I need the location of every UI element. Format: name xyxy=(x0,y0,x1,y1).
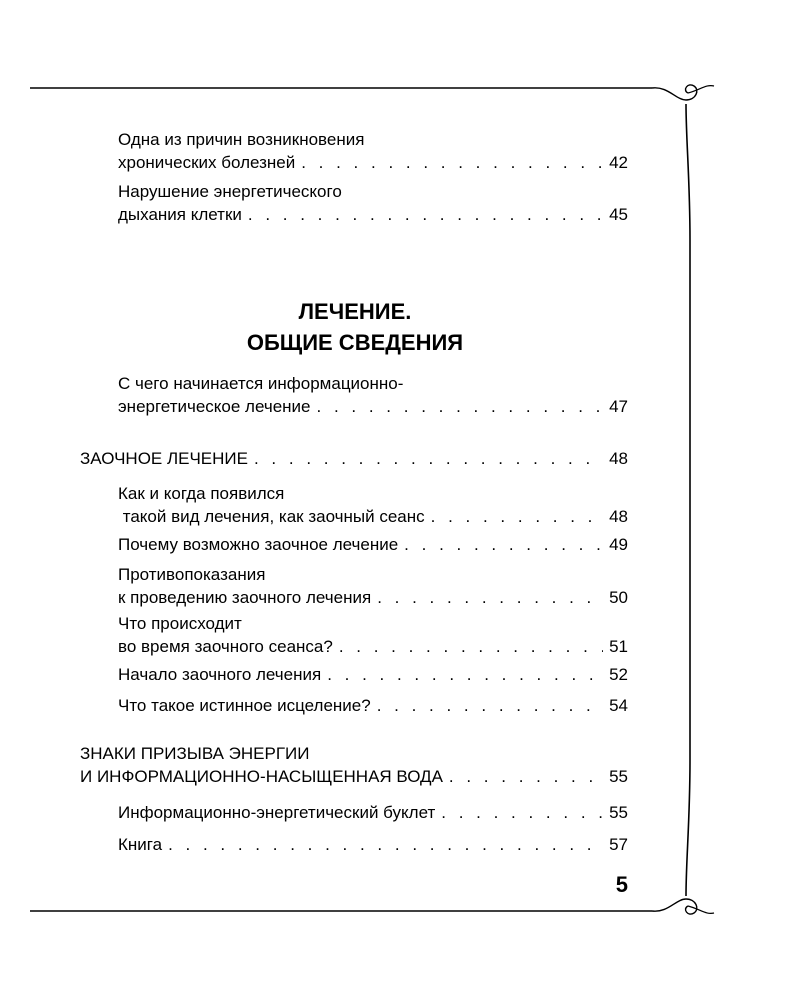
leader-dots xyxy=(431,505,603,528)
leader-dots xyxy=(339,635,603,658)
page-number: 5 xyxy=(615,872,628,897)
toc-entry xyxy=(118,663,628,686)
toc-entry-line1: Как и когда появился xyxy=(118,484,285,503)
toc-entry-title: Информационно-энергетический буклет xyxy=(118,803,436,822)
leader-dots xyxy=(254,447,603,470)
toc-entry xyxy=(118,694,628,717)
toc-entry-line1: Противопоказания xyxy=(118,565,266,584)
toc-page-number: 55 xyxy=(609,803,628,822)
toc-entry xyxy=(118,482,628,528)
toc-entry-line1: С чего начинается информационно- xyxy=(118,374,404,393)
toc-entry-title: такой вид лечения, как заочный сеанс xyxy=(118,507,425,526)
toc-page-number: 54 xyxy=(609,696,628,715)
leader-dots xyxy=(377,586,603,609)
toc-entry-title: Книга xyxy=(118,835,163,854)
toc-page-number: 49 xyxy=(609,535,628,554)
toc-entry-title: к проведению заочного лечения xyxy=(118,588,372,607)
toc-chapter-title: И ИНФОРМАЦИОННО-НАСЫЩЕННАЯ ВОДА xyxy=(80,767,443,786)
toc-entry-title: хронических болезней xyxy=(118,153,296,172)
toc-entry xyxy=(118,833,628,856)
toc-chapter-line1: ЗНАКИ ПРИЗЫВА ЭНЕРГИИ xyxy=(80,744,310,763)
toc-entry-title: дыхания клетки xyxy=(118,205,242,224)
toc-entry-title: Почему возможно заочное лечение xyxy=(118,535,399,554)
toc-page-number: 45 xyxy=(609,205,628,224)
toc-chapter-title: ЗАОЧНОЕ ЛЕЧЕНИЕ xyxy=(80,449,248,468)
toc-page-number: 55 xyxy=(609,767,628,786)
leader-dots xyxy=(168,833,603,856)
leader-dots xyxy=(327,663,603,686)
toc-entry xyxy=(118,612,628,658)
toc-entry-line1: Что происходит xyxy=(118,614,242,633)
toc-entry xyxy=(118,801,628,824)
leader-dots xyxy=(449,765,603,788)
toc-entry-title: энергетическое лечение xyxy=(118,397,311,416)
toc-entry-title: Начало заочного лечения xyxy=(118,665,322,684)
leader-dots xyxy=(404,533,603,556)
toc-page-number: 42 xyxy=(609,153,628,172)
toc-page-number: 57 xyxy=(609,835,628,854)
toc-entry xyxy=(118,372,628,418)
toc-page-number: 48 xyxy=(609,507,628,526)
leader-dots xyxy=(441,801,603,824)
section-heading: ЛЕЧЕНИЕ. ОБЩИЕ СВЕДЕНИЯ xyxy=(246,299,464,355)
leader-dots xyxy=(301,151,603,174)
toc-chapter xyxy=(80,742,628,788)
toc-page-number: 51 xyxy=(609,637,628,656)
toc-entry-title: во время заочного сеанса? xyxy=(118,637,333,656)
toc-entry xyxy=(118,563,628,609)
toc-entry xyxy=(118,128,628,174)
leader-dots xyxy=(377,694,603,717)
leader-dots xyxy=(317,395,604,418)
toc-page-number: 52 xyxy=(609,665,628,684)
toc-page-number: 47 xyxy=(609,397,628,416)
leader-dots xyxy=(248,203,603,226)
toc-entry xyxy=(118,533,628,556)
toc-entry xyxy=(118,180,628,226)
toc-entry-line1: Нарушение энергетического xyxy=(118,182,342,201)
toc-entry-line1: Одна из причин возникновения xyxy=(118,130,365,149)
toc-page-number: 50 xyxy=(609,588,628,607)
toc-chapter xyxy=(80,447,628,470)
toc-entry-title: Что такое истинное исцеление? xyxy=(118,696,371,715)
toc-page-number: 48 xyxy=(609,449,628,468)
